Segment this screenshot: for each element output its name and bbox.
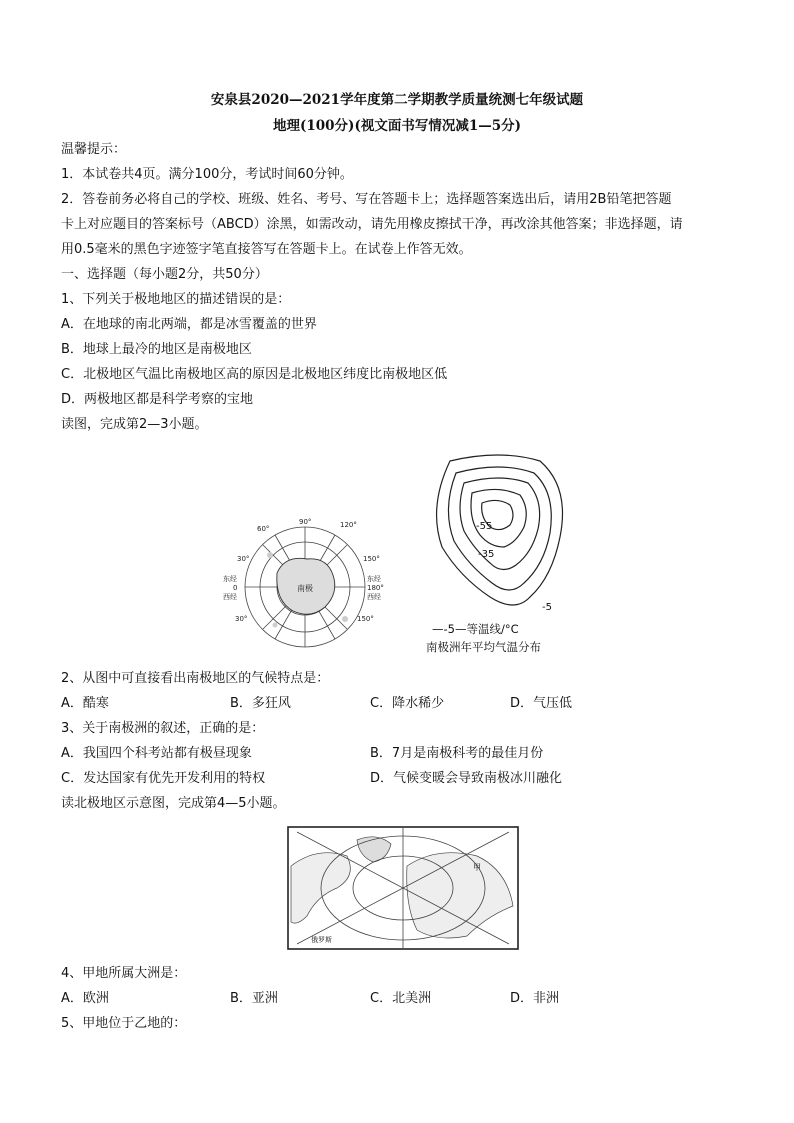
- page-subtitle: 地理(100分)(视文面书写情况减1—5分): [272, 118, 522, 134]
- q2-option-c: C．降水稀少: [370, 696, 445, 711]
- label-east-2: 东经: [367, 575, 381, 583]
- label-west: 西经: [223, 593, 237, 601]
- isotherm-label-5: -5: [542, 602, 552, 613]
- notice-heading: 温馨提示：: [61, 142, 127, 157]
- arctic-region-map: [287, 826, 519, 950]
- pole-label: 南极: [297, 584, 313, 593]
- label-jia: 甲: [473, 863, 481, 872]
- notice-item-2-line-1: 2．答卷前务必将自己的学校、班级、姓名、考号、写在答题卡上；选择题答案选出后，请用2B铅笔把答题: [61, 192, 672, 207]
- figure-caption: 南极洲年平均气温分布: [426, 640, 541, 654]
- tick-150: 150°: [363, 555, 380, 563]
- q2-option-a: A．酷寒: [61, 696, 109, 711]
- tick-120: 120°: [340, 521, 357, 529]
- notice-item-2-line-3: 用0.5毫米的黑色字迹签字笔直接答写在答题卡上。在试卷上作答无效。: [61, 242, 472, 257]
- tick-0: 0: [233, 584, 238, 592]
- notice-item-1: 1．本试卷共4页。满分100分，考试时间60分钟。: [61, 167, 353, 182]
- q3-stem: 3、关于南极洲的叙述，正确的是：: [61, 721, 265, 736]
- q2-option-b: B．多狂风: [230, 696, 291, 711]
- q3-option-b: B．7月是南极科考的最佳月份: [370, 746, 544, 761]
- q3-option-a: A．我国四个科考站都有极昼现象: [61, 746, 252, 761]
- read-instruction-1: 读图，完成第2—3小题。: [61, 417, 208, 432]
- antarctica-isotherm-map: [420, 447, 590, 617]
- q1-option-d: D．两极地区都是科学考察的宝地: [61, 392, 254, 407]
- isotherm-3: [460, 478, 540, 570]
- q2-stem: 2、从图中可直接看出南极地区的气候特点是：: [61, 671, 330, 686]
- label-east: 东经: [223, 575, 237, 583]
- q5-stem: 5、甲地位于乙地的：: [61, 1016, 187, 1031]
- south-pole-polar-map: [215, 515, 390, 660]
- section-heading: 一、选择题（每小题2分，共50分）: [61, 267, 268, 282]
- q4-stem: 4、甲地所属大洲是：: [61, 966, 187, 981]
- tick-30b: 30°: [235, 615, 248, 623]
- label-russia: 俄罗斯: [311, 936, 332, 944]
- read-instruction-2: 读北极地区示意图，完成第4—5小题。: [61, 796, 286, 811]
- q4-option-a: A．欧洲: [61, 991, 109, 1006]
- q3-option-d: D．气候变暖会导致南极冰川融化: [370, 771, 563, 786]
- isotherm-label-35: -35: [478, 549, 495, 560]
- tick-30: 30°: [237, 555, 250, 563]
- q4-option-c: C．北美洲: [370, 991, 432, 1006]
- isotherm-label-55: -55: [476, 521, 493, 532]
- label-west-2: 西经: [367, 593, 381, 601]
- q2-option-d: D．气压低: [510, 696, 573, 711]
- q1-stem: 1、下列关于极地地区的描述错误的是：: [61, 292, 291, 307]
- q4-option-d: D．非洲: [510, 991, 560, 1006]
- q4-option-b: B．亚洲: [230, 991, 278, 1006]
- isotherm-4: [471, 489, 526, 547]
- isotherm-legend: —-5—等温线/°C: [432, 622, 519, 636]
- tick-90: 90°: [299, 518, 312, 526]
- q1-option-a: A．在地球的南北两端，都是冰雪覆盖的世界: [61, 317, 317, 332]
- tick-60: 60°: [257, 525, 270, 533]
- notice-item-2-line-2: 卡上对应题目的答案标号（ABCD）涂黑，如需改动，请先用橡皮擦拭干净，再改涂其他答案；非选择题，请: [61, 217, 683, 232]
- tick-150b: 150°: [357, 615, 374, 623]
- tick-180: 180°: [367, 584, 384, 592]
- q3-option-c: C．发达国家有优先开发利用的特权: [61, 771, 266, 786]
- q1-option-c: C．北极地区气温比南极地区高的原因是北极地区纬度比南极地区低: [61, 367, 448, 382]
- q1-option-b: B．地球上最冷的地区是南极地区: [61, 342, 252, 357]
- page-title: 安泉县2020—2021学年度第二学期教学质量统测七年级试题: [210, 92, 584, 108]
